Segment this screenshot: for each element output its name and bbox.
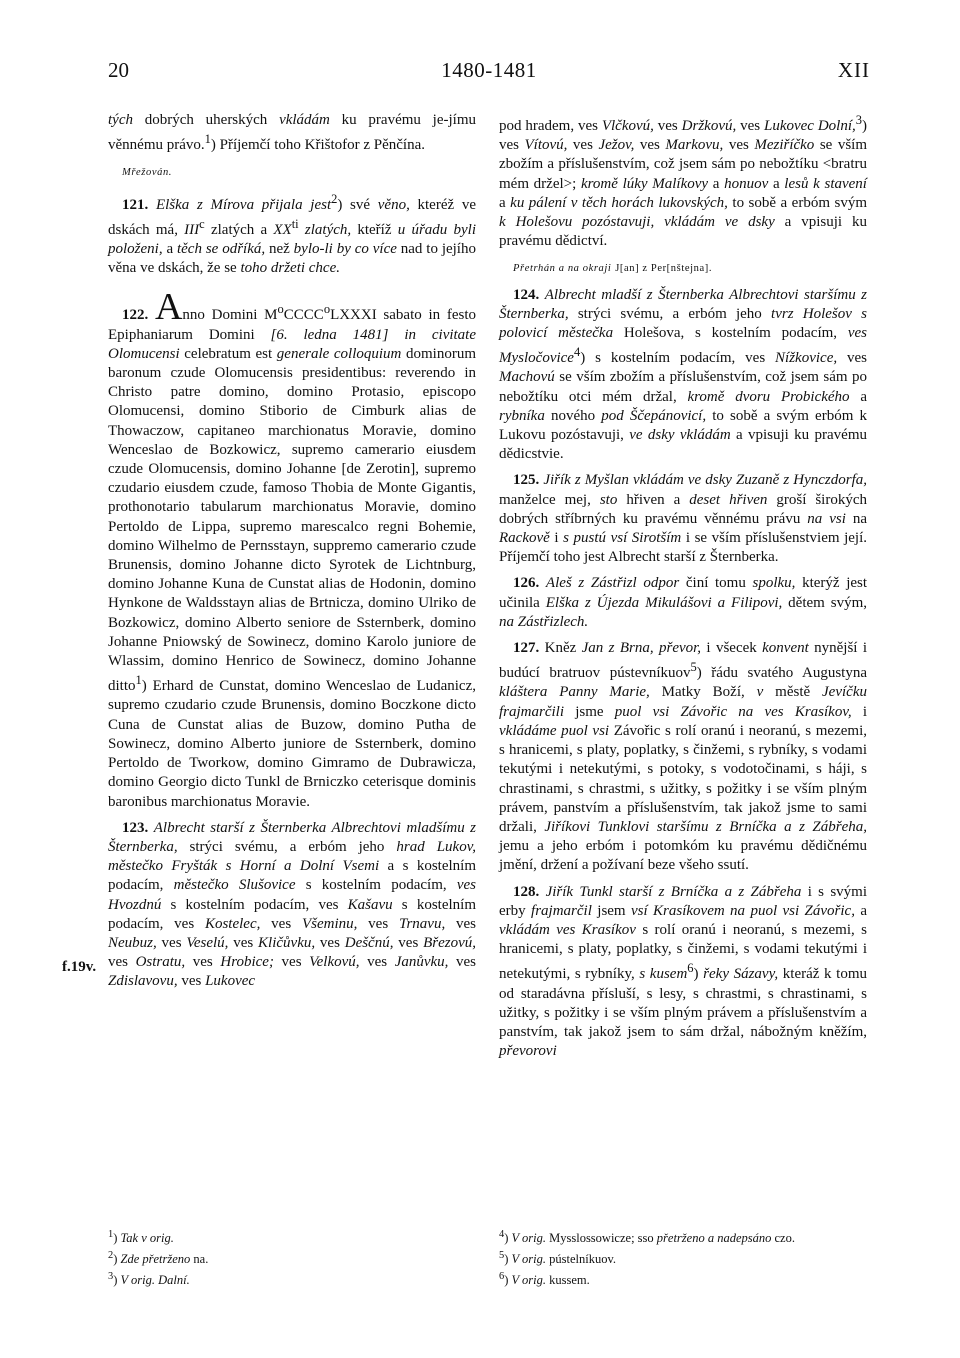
paragraph: tých dobrých uherských vkládám ku pravému je-jímu věnnému právo.$^1$) Příjemčí toho Křištofor z Pěnčína. bbox=[108, 112, 476, 154]
entry-126: 126. Aleš z Zástřizl odpor činí tomu spolku, kterýž jest učinila Elška z Újezda Mikulášovi a Filipovi, dětem svým, na Zástřizlech. bbox=[499, 575, 868, 630]
folio-margin-note: f.19v. bbox=[62, 959, 97, 975]
footnote: $^3$) V orig. Dalní. bbox=[108, 1271, 190, 1288]
footnote: $^5$) V orig. pústelníkuov. bbox=[499, 1250, 617, 1267]
entry-122: 122. Anno Domini $M^oCCCC^oLXXXI$ sabato in festo Epiphaniarum Domini [6. ledna 1481] in civitate Olomucensi celebratum est generale colloquium dominorum baronum czude Olomucensis presidentibus: reverendo in Christo patre domino, domino Protasio, episcopo Olomucensi, domino Stiborio de Cimburk alias de Thowaczow, capitaneo marchionatus Moravie, domino Wenceslao de Bozkowicz, supremo camerario eiusdem czude Olomucensis, domino Johanne [de Zerotin], supremo czudario eiusdem czude, famoso Thobia de Monte Gigantis, prothonotario tabularum marchionatus Moravie, domino Pertoldo de Lippa, supremo marescalco regni Bohemie, domino Wilhelmo de Pernsstayn, suppremo camerario czude Brunensis, domino Johanne dicto Syrotek de Lichtnburg, domino Johanne Kuna de Cunstat alias de Hodonin, domino Hynkone de Waldsstayn alias de Brtnicza, domino Ulriko de Bozkowicz, domino Alberto seniore de Ssternberk, domino Johanne Pniowský de Sowinecz, domino Karolo juniore de Wlassim, domino Henrico de Sowinecz, domino Johanne ditto$^1$) Erhard de Cunstat, domino Wenceslao de Ludanicz, supremo czudario czude Brunensis, domino Boczkone dicto Cuna de Cunstat alias de Buzow, domino Putha de Sowinecz, domino Alberto juniore de Ssternberk, domino Pertoldo de Tworkow, domino Gimramo de Dubrawicza, domino Georgio dicto Tunkl de Brniczko ceterisque dominis baronibus marchionatus Moravie. bbox=[108, 286, 477, 810]
entry-123: 123. Albrecht starší z Šternberka Albrechtovi mladšímu z Šternberka, strýci svému, a erbóm jeho hrad Lukov, městečko Fryšták s Horní a Dolní Vsemi a s kostelním podacím, městečko Slušovice s kostelním podacím, ves Hvozdnú s kostelním podacím, ves Kašavu s kostelním podacím, ves Kostelec, ves Všeminu, ves Trnavu, ves Neubuz, ves Veselú, ves Kličůvku, ves Deščnú, ves Březovú, ves Ostratu, ves Hrobice; ves Velkovú, ves Janůvku, ves Zdislavovu, ves Lukovec bbox=[108, 819, 477, 990]
entry-125: 125. Jiřík z Myšlan vkládám ve dsky Zuzaně z Hynczdorfa, manželce mej, sto hřiven a deset hřiven groší širokých dobrých stříbrných ku pravému věnnému právu na vsi na Rackově i s pustú vsí Sirotším i se vším příslušenstviem její. Příjemčí toho jest Albrecht starší z Šternberka. bbox=[499, 472, 868, 566]
paragraph-note: Přetrhán a na okraji J[an] z Per[nštejna]. bbox=[513, 263, 713, 275]
footnote: $^1$) Tak v orig. bbox=[108, 1229, 174, 1246]
entry-128: 128. Jiřík Tunkl starší z Brníčka a z Zábřeha i s svými erby frajmarčil jsem vsí Krasíkovem na puol vsi Závořic, a vkládám ves Krasíkov s rolí oranú i neoranú, s mezemi, s hranicemi, s platy, poplatky, s činžemi, s vodami tekutými i netekutými, s rybníky, s kusem$^6$) řeky Sázavy, kteráž k tomu od staradávna přísluší, s lesy, s chrastmi, s chrastinami, s užitky, s požitky i se vším plným právem a příslušenstvím a panstvím, tak jakož jsem to sám držal, nábožným kněžím, převorovi bbox=[499, 883, 868, 1060]
paragraph-note: Mřežován. bbox=[122, 167, 173, 179]
entry-127: 127. Kněz Jan z Brna, převor, i všecek konvent nynější i budúcí bratruov pústevníkuov$^5$) řádu svatého Augustyna kláštera Panny Marie, Matky Boží, v městě Jevíčku frajmarčili jsme puol vsi Závořic na ves Krasíkov, i vkládáme puol vsi Závořic s rolí oranú i neoranú, s mezemi, s hranicemi, s platy, poplatky, s činžemi, s rybníky, s vodami tekutými i netekutými, s potoky, s vodotočinami, s háji, s chrastinami, s chrastmi, s užitky, s požitky i se vším plným právem, panstvím a příslušenstvím, tak jakož jsme to sami držali, Jiříkovi Tunklovi staršímu z Brníčka a z Zábřeha, jemu a jeho erbóm i potomkóm ku pravému dědičnému jmění, držení a požívaní beze všeho ssutí. bbox=[499, 640, 868, 874]
footnote: $^6$) V orig. kussem. bbox=[499, 1271, 590, 1288]
page-header bbox=[108, 58, 870, 86]
footnotes-left bbox=[108, 1226, 476, 1289]
right-text-column bbox=[499, 111, 867, 1068]
left-text-column bbox=[108, 111, 476, 999]
footnote: $^2$) Zde přetrženo na. bbox=[108, 1250, 209, 1267]
section-number: XII bbox=[837, 58, 870, 82]
paragraph: pod hradem, ves Vlčkovú, ves Držkovú, ves Lukovec Dolní,$^3$) ves Vítovú, ves Ježov, ves Markovu, ves Meziříčko se vším zbožím a příslušenstvím, což jsem sám po nebožtíku <bratru mém držel>; kromě lúky Malíkovy a honuov a lesů k stavení a ku pálení v těch horách lukovských, to sobě a erbóm svým k Holešovu pozóstavuji, vkládám ve dsky a vpisuji ku pravému dědictví. bbox=[499, 113, 867, 250]
entry-124: 124. Albrecht mladší z Šternberka Albrechtovi staršímu z Šternberka, strýci svému, a erbóm jeho tvrz Holešov s polovicí městečka Holešova, s kostelním podacím, ves Mysločovice$^4$) s kostelním podacím, ves Nížkovice, ves Machovú se vším zbožím a příslušenstvím, což jsem sám po nebožtíku otci mém držal, kromě dvoru Probického a rybníka nového pod Ščepánovicí, to sobě a svým erbóm k Lukovu pozóstavuji, ve dsky vkládám a vpisuji ku pravému dědicstvie. bbox=[499, 286, 868, 463]
entry-121: 121. Elška z Mírova přijala jest$^2$) své věno, kteréž ve dskách má, III$^c$ zlatých a $XX^{ti}$ zlatých, kteříž u úřadu byli položeni, a těch se odříká, než bylo-li by co více nad to jejího věna ve dskách, že se toho držeti chce. bbox=[108, 191, 477, 277]
page-number: 20 bbox=[108, 58, 129, 82]
footnotes-right bbox=[499, 1226, 867, 1289]
running-title-years: 1480-1481 bbox=[441, 58, 537, 82]
footnote: $^4$) V orig. Mysslossowicze; sso přetrženo a nadepsáno czo. bbox=[499, 1229, 795, 1246]
